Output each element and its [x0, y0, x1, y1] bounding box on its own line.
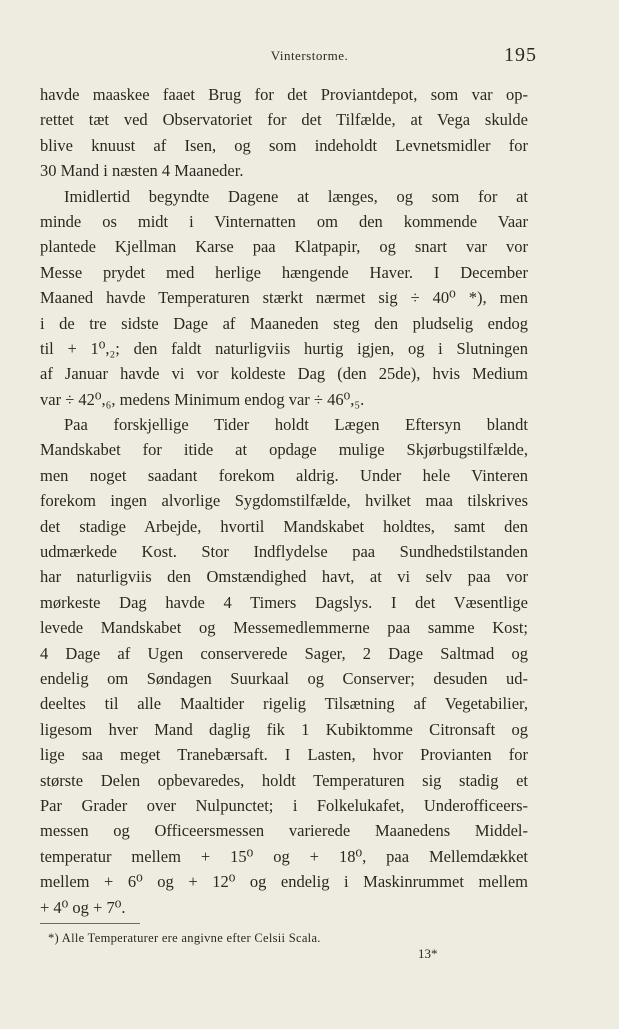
text-line: Paa forskjellige Tider holdt Lægen Eftersyn blandt — [64, 415, 528, 435]
text-line: minde os midt i Vinternatten om den kommende Vaar — [40, 211, 528, 231]
text-line: af Januar havde vi vor koldeste Dag (den 25de), hvis Medium — [40, 364, 528, 384]
text-line: Messe prydet med herlige hængende Haver. I December — [40, 262, 528, 282]
text-line: det stadige Arbejde, hvortil Mandskabet holdtes, samt den — [40, 516, 528, 536]
text-line: plantede Kjellman Karse paa Klatpapir, og snart var vor — [40, 237, 528, 257]
text-line: til + 1⁰,₂; den faldt naturligviis hurtig igjen, og i Slutningen — [40, 338, 528, 358]
text-line: Imidlertid begyndte Dagene at længes, og som for at — [64, 186, 528, 206]
text-line: største Delen opbevaredes, holdt Temperaturen sig stadig et — [40, 770, 528, 790]
page-number: 195 — [504, 44, 537, 66]
text-line: mørkeste Dag havde 4 Timers Dagslys. I det Væsentlige — [40, 592, 528, 612]
text-line: har naturligviis den Omstændighed havt, at vi selv paa vor — [40, 567, 528, 587]
text-line: ligesom hver Mand daglig fik 1 Kubiktomme Citronsaft og — [40, 719, 528, 739]
body-text — [40, 82, 528, 920]
text-line: Par Grader over Nulpunctet; i Folkelukafet, Underofficeers- — [40, 795, 528, 815]
text-line: mellem + 6⁰ og + 12⁰ og endelig i Maskinrummet mellem — [40, 872, 528, 892]
running-title: Vinterstorme. — [270, 48, 349, 63]
text-line: deeltes til alle Maaltider rigelig Tilsætning af Vegetabilier, — [40, 694, 528, 714]
text-line: 30 Mand i næsten 4 Maaneder. — [40, 161, 244, 181]
text-line: levede Mandskabet og Messemedlemmerne paa samme Kost; — [40, 618, 528, 638]
text-line: endelig om Søndagen Suurkaal og Conserver; desuden ud- — [40, 668, 528, 688]
text-line: Mandskabet for itide at opdage mulige Skjørbugstilfælde, — [40, 440, 528, 460]
text-line: i de tre sidste Dage af Maaneden steg den pludselig endog — [40, 313, 528, 333]
text-line: havde maaskee faaet Brug for det Proviantdepot, som var op- — [40, 85, 528, 104]
text-line: Maaned havde Temperaturen stærkt nærmet sig ÷ 40⁰ *), men — [40, 288, 528, 308]
text-line: messen og Officeersmessen varierede Maanedens Middel- — [40, 821, 528, 841]
text-line: rettet tæt ved Observatoriet for det Tilfælde, at Vega skulde — [40, 110, 528, 130]
text-line: lige saa meget Tranebærsaft. I Lasten, hvor Provianten for — [40, 745, 528, 765]
text-line: men noget saadant forekom aldrig. Under hele Vinteren — [40, 465, 528, 485]
text-line: udmærkede Kost. Stor Indflydelse paa Sundhedstilstanden — [40, 542, 528, 562]
text-line: temperatur mellem + 15⁰ og + 18⁰, paa Mellemdækket — [40, 846, 528, 866]
printer-signature: 13* — [418, 946, 438, 961]
text-line: forekom ingen alvorlige Sygdomstilfælde, hvilket maa tilskrives — [40, 491, 528, 511]
text-line: blive knuust af Isen, og som indeholdt Levnetsmidler for — [40, 135, 528, 155]
footnote-divider — [40, 923, 140, 924]
text-line: 4 Dage af Ugen conserverede Sager, 2 Dage Saltmad og — [40, 643, 528, 663]
text-line: var ÷ 42⁰,₆, medens Minimum endog var ÷ 46⁰,₅. — [40, 389, 365, 409]
text-line: + 4⁰ og + 7⁰. — [40, 897, 126, 917]
footnote: *) Alle Temperaturer ere angivne efter Celsii Scala. — [48, 931, 321, 945]
